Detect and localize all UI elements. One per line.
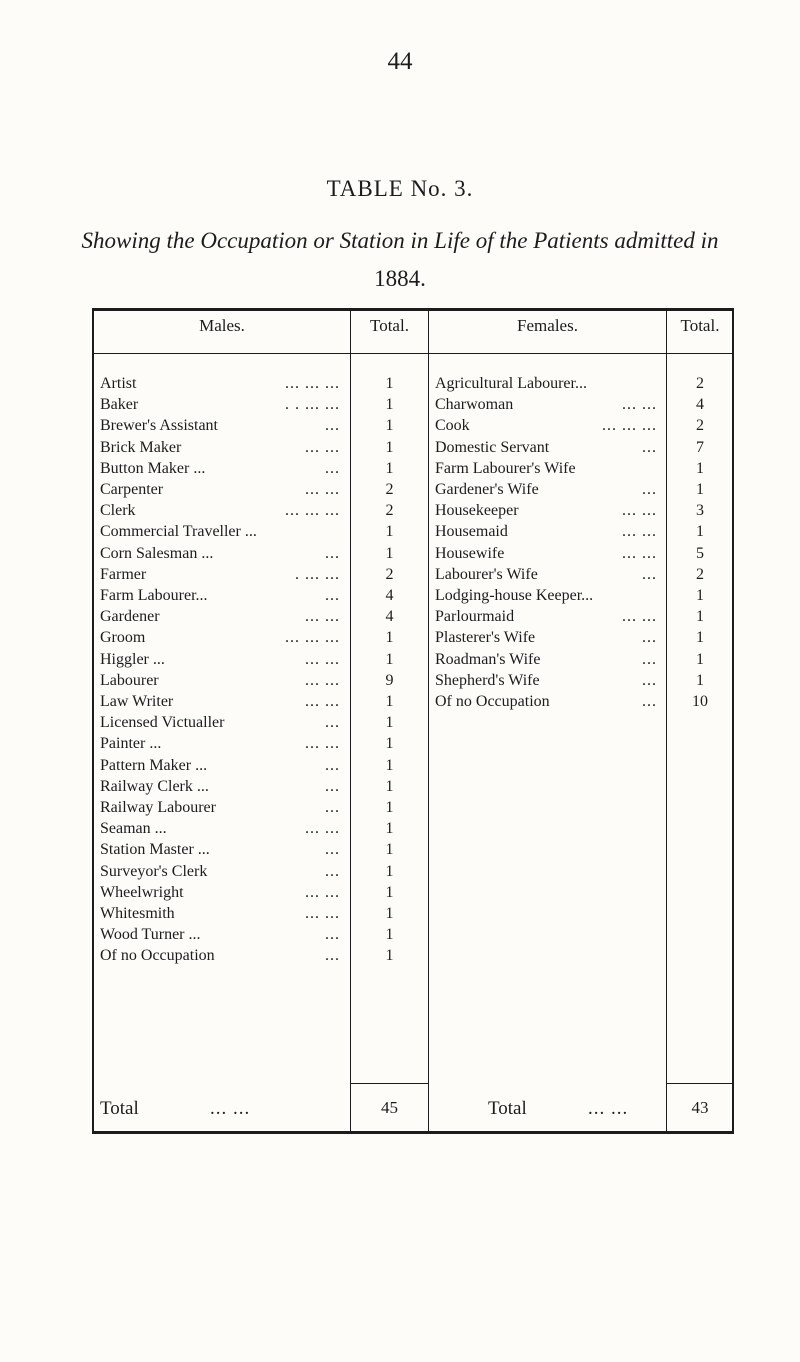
occupation-name: Charwoman (435, 396, 514, 414)
table-row (100, 606, 340, 627)
occupation-name: Railway Clerk ... (100, 777, 209, 795)
dot-leader: ... ... (305, 671, 340, 689)
occupation-total: 2 (696, 565, 704, 583)
occupation-total: 7 (696, 438, 704, 456)
dot-leader: ... ... (305, 883, 340, 901)
occupation-name: Whitesmith (100, 905, 175, 922)
dot-leader: ... (642, 565, 657, 583)
dot-leader: ... ... (305, 650, 340, 668)
dot-leader: ... ... (305, 438, 340, 456)
table-row (100, 776, 340, 797)
occupation-total: 2 (385, 481, 394, 498)
occupation-total: 1 (385, 799, 394, 816)
dot-leader: ... ... (305, 481, 340, 498)
total-females-value: 43 (691, 1098, 709, 1117)
occupation-name: Gardener (100, 608, 160, 626)
occupation-name: Brick Maker (100, 438, 182, 456)
occupation-total: 1 (385, 777, 394, 795)
table-row (100, 945, 340, 966)
dot-leader: ... ... ... (285, 629, 340, 647)
occupation-total: 1 (385, 693, 394, 710)
dot-leader: ... (642, 629, 657, 647)
occupation-name: Roadman's Wife (435, 650, 541, 668)
occupation-total: 1 (385, 523, 394, 541)
dot-leader: ... ... (622, 523, 657, 541)
occupation-name: Gardener's Wife (435, 481, 539, 498)
occupation-name: Shepherd's Wife (435, 671, 540, 689)
occupation-name: Wood Turner ... (100, 926, 201, 944)
table-row (100, 415, 340, 436)
occupation-name: Labourer (100, 671, 159, 689)
table-row (100, 839, 340, 860)
table-caption (80, 222, 720, 298)
table-row (100, 564, 340, 585)
occupation-name: Brewer's Assistant (100, 417, 218, 435)
dot-leader: ... (325, 777, 340, 795)
dot-leader: ... ... (622, 502, 657, 520)
occupation-total: 2 (385, 502, 394, 520)
total-males-text: Total (100, 1098, 139, 1119)
table-row (435, 373, 657, 394)
occupation-total: 9 (385, 671, 394, 689)
dot-leader: ... ... ... (602, 417, 657, 435)
table-title: TABLE No. 3. (326, 176, 474, 201)
table-row (100, 394, 340, 415)
dot-leader: ... ... (305, 820, 340, 838)
occupation-total: 1 (385, 459, 394, 477)
occupation-total: 1 (385, 926, 394, 944)
occupation-total: 1 (385, 629, 394, 647)
occupation-name: Housemaid (435, 523, 508, 541)
occupation-name: Cook (435, 417, 470, 435)
table-row (100, 755, 340, 776)
occupation-total: 1 (385, 375, 394, 392)
dot-leader: ... ... ... (285, 502, 340, 520)
table-row (435, 394, 657, 415)
occupation-total: 2 (696, 375, 704, 392)
occupation-name: Of no Occupation (435, 693, 550, 710)
dot-leader: ... (642, 671, 657, 689)
table-row (100, 670, 340, 691)
table-row (435, 500, 657, 521)
occupation-total: 1 (696, 481, 704, 498)
page-number: 44 (387, 48, 413, 75)
total-rule-males (351, 1083, 428, 1084)
dot-leader: ... ... (305, 608, 340, 626)
occupation-total: 2 (385, 565, 394, 583)
table-row (100, 500, 340, 521)
dot-leader: ... (325, 926, 340, 944)
table-row (435, 479, 657, 500)
occupation-name: Railway Labourer (100, 799, 216, 816)
occupation-total: 1 (696, 523, 704, 541)
occupation-name: Artist (100, 375, 137, 392)
table-row (435, 415, 657, 436)
table-row (435, 437, 657, 458)
table-row (435, 606, 657, 627)
occupation-name: Licensed Victualler (100, 714, 225, 732)
dot-leader: ... ... ... (285, 375, 340, 392)
occupation-total: 10 (692, 693, 708, 710)
occupation-total: 1 (385, 905, 394, 922)
dot-leader: ... ... (305, 693, 340, 710)
dot-leader: ... (325, 544, 340, 562)
occupation-total: 1 (385, 841, 394, 859)
occupation-name: Farm Labourer's Wife (435, 459, 576, 477)
table-row (100, 521, 340, 542)
total-females-label (488, 1098, 629, 1120)
table-row (100, 924, 340, 945)
table-row (100, 797, 340, 818)
dot-leader: ... ... (622, 544, 657, 562)
dot-leader: ... (325, 841, 340, 859)
occupation-name: Plasterer's Wife (435, 629, 536, 647)
occupation-name: Higgler ... (100, 650, 165, 668)
caption-year: 1884. (374, 266, 426, 291)
dot-leader: ... ... (305, 735, 340, 753)
dot-leader: ... (642, 438, 657, 456)
occupation-total: 1 (385, 417, 394, 435)
occupation-name: Surveyor's Clerk (100, 862, 208, 880)
caption-text: Showing the Occupation or Station in Life of the Patients admitted in (81, 228, 719, 253)
occupation-total: 1 (696, 608, 704, 626)
occupation-name: Domestic Servant (435, 438, 550, 456)
dot-leader: ... (325, 417, 340, 435)
table-row (435, 670, 657, 691)
table-row (435, 585, 657, 606)
occupation-total: 1 (385, 756, 394, 774)
table-row (435, 521, 657, 542)
dot-leader: . . ... ... (285, 396, 340, 414)
table-row (100, 627, 340, 648)
table-row (435, 543, 657, 564)
occupation-name: Carpenter (100, 481, 164, 498)
occupation-total: 3 (696, 502, 704, 520)
table-row (100, 585, 340, 606)
total-males-value: 45 (381, 1098, 398, 1117)
total-females-text: Total (488, 1098, 527, 1119)
dot-leader: ... (642, 481, 657, 498)
total-females-leader: ... ... (588, 1098, 629, 1119)
occupation-name: Painter ... (100, 735, 162, 753)
occupation-name: Of no Occupation (100, 947, 215, 965)
table-row (435, 649, 657, 670)
dot-leader: ... (325, 459, 340, 477)
occupation-name: Farmer (100, 565, 147, 583)
table-row (100, 373, 340, 394)
dot-leader: ... (325, 947, 340, 965)
occupation-name: Commercial Traveller ... (100, 523, 257, 541)
occupation-name: Housewife (435, 544, 505, 562)
occupation-total: 1 (385, 438, 394, 456)
dot-leader: ... (325, 799, 340, 816)
occupation-name: Button Maker ... (100, 459, 206, 477)
occupation-total: 1 (385, 735, 394, 753)
dot-leader: ... (325, 756, 340, 774)
occupation-name: Parlourmaid (435, 608, 515, 626)
table-row (100, 903, 340, 924)
dot-leader: . ... ... (295, 565, 340, 583)
occupation-total: 4 (385, 608, 394, 626)
occupation-total: 1 (385, 544, 394, 562)
total-rule-females (667, 1083, 733, 1084)
dot-leader: ... ... (305, 905, 340, 922)
occupation-total: 4 (696, 396, 704, 414)
occupation-total: 1 (385, 947, 394, 965)
dot-leader: ... ... (622, 396, 657, 414)
table-row (100, 543, 340, 564)
dot-leader: ... (642, 693, 657, 710)
occupation-total: 1 (696, 671, 704, 689)
occupation-total: 1 (696, 650, 704, 668)
occupation-name: Corn Salesman ... (100, 544, 214, 562)
occupation-name: Housekeeper (435, 502, 519, 520)
total-males-leader: ... ... (210, 1098, 251, 1119)
total-males-label (100, 1098, 251, 1120)
occupation-name: Farm Labourer... (100, 587, 208, 604)
column-divider (428, 308, 429, 1134)
table-row (100, 733, 340, 754)
occupation-total: 1 (696, 587, 704, 604)
table-row (100, 649, 340, 670)
table-row (100, 437, 340, 458)
occupation-name: Lodging-house Keeper... (435, 587, 594, 604)
header-males: Males. (199, 316, 245, 335)
occupation-name: Law Writer (100, 693, 174, 710)
dot-leader: ... (325, 714, 340, 732)
occupation-total: 1 (696, 629, 704, 647)
dot-leader: ... ... (622, 608, 657, 626)
occupation-name: Seaman ... (100, 820, 167, 838)
occupation-total: 1 (385, 650, 394, 668)
table-row (100, 882, 340, 903)
occupation-name: Agricultural Labourer... (435, 375, 587, 392)
table-row (100, 712, 340, 733)
occupation-total: 1 (385, 883, 394, 901)
occupation-total: 1 (385, 820, 394, 838)
occupation-name: Wheelwright (100, 883, 184, 901)
dot-leader: ... (325, 862, 340, 880)
table-row (435, 691, 657, 712)
table-row (100, 818, 340, 839)
occupation-total: 4 (385, 587, 394, 604)
occupation-total: 1 (385, 396, 394, 414)
table-row (100, 861, 340, 882)
dot-leader: ... (642, 650, 657, 668)
occupation-total: 1 (385, 714, 394, 732)
table-row (435, 627, 657, 648)
occupation-total: 1 (385, 862, 394, 880)
occupation-total: 1 (696, 459, 704, 477)
occupation-name: Pattern Maker ... (100, 756, 208, 774)
table-row (100, 479, 340, 500)
header-rule (94, 353, 732, 354)
table-row (100, 458, 340, 479)
header-total-females: Total. (680, 316, 720, 335)
table-row (435, 564, 657, 585)
occupation-name: Groom (100, 629, 146, 647)
occupation-name: Station Master ... (100, 841, 210, 859)
occupation-total: 2 (696, 417, 704, 435)
header-total-males: Total. (370, 316, 409, 335)
occupation-name: Labourer's Wife (435, 565, 538, 583)
header-females: Females. (517, 316, 578, 335)
table-row (435, 458, 657, 479)
dot-leader: ... (325, 587, 340, 604)
occupation-name: Baker (100, 396, 139, 414)
occupation-total: 5 (696, 544, 704, 562)
occupation-name: Clerk (100, 502, 136, 520)
table-row (100, 691, 340, 712)
